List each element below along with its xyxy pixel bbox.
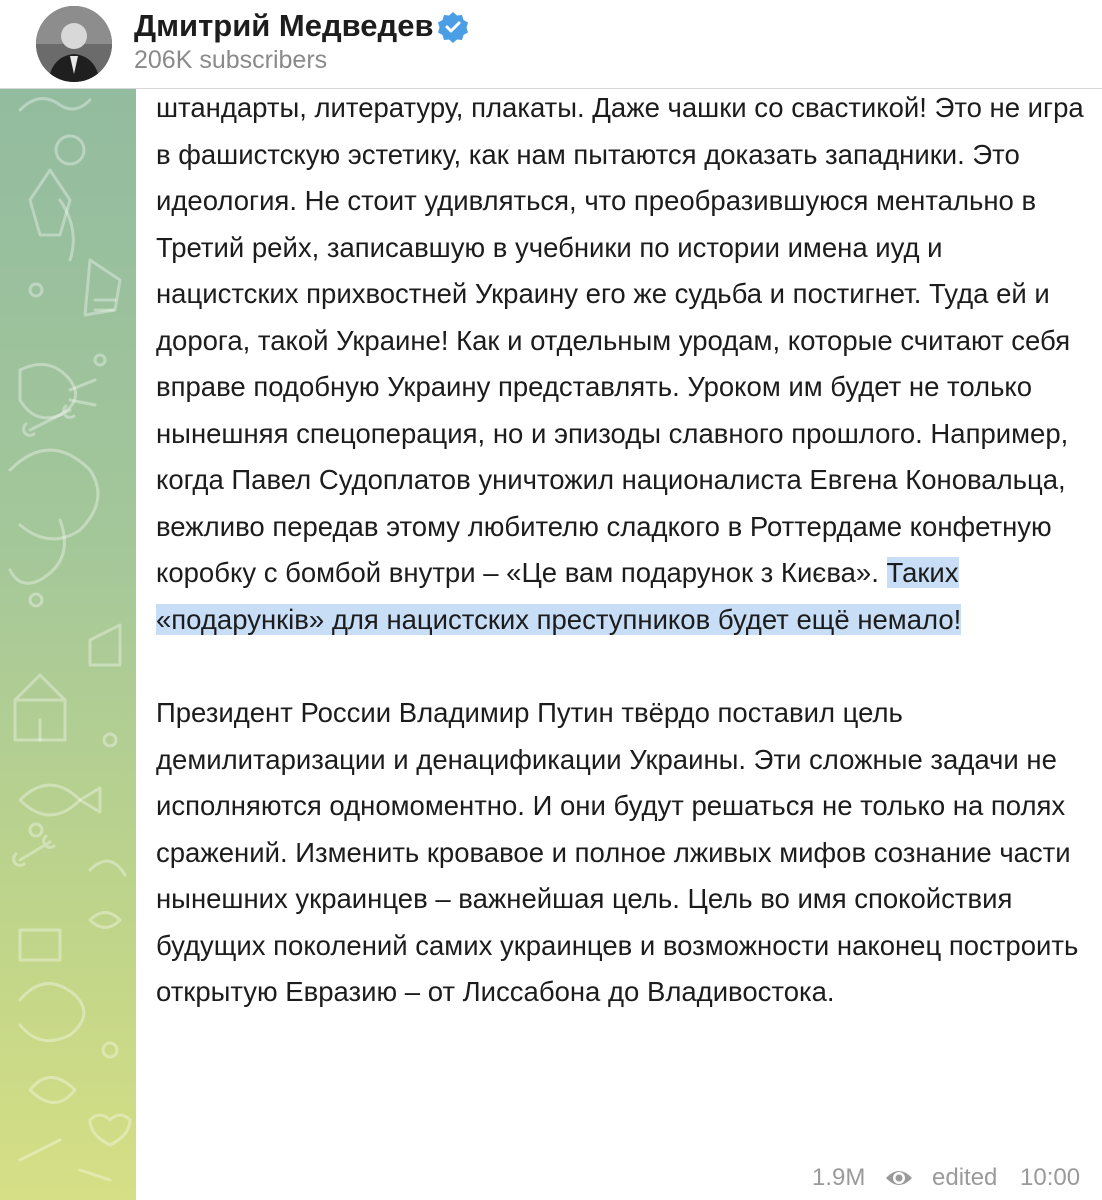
message-meta (808, 1164, 1088, 1194)
eye-icon (884, 1166, 914, 1190)
message-time: 10:00 (1020, 1164, 1081, 1191)
selected-text[interactable]: Таких «подарунків» для нацистских преступников будет ещё немало! (156, 557, 962, 635)
avatar-photo (36, 6, 112, 82)
subscriber-count: 206K subscribers (134, 46, 328, 74)
message-text[interactable] (156, 85, 1086, 1016)
verified-badge-icon (437, 11, 469, 43)
edited-label: edited (932, 1164, 998, 1191)
channel-header[interactable] (0, 0, 1102, 89)
view-count: 1.9M (812, 1164, 866, 1191)
message-paragraph-2: Президент России Владимир Путин твёрдо поставил цель демилитаризации и денацификации Украины. Эти сложные задачи не исполняются одномоментно. И они будут решаться не только на полях сражений. Изменить кровавое и полное лживых мифов сознание части нынешних украинцев – важнейшая цель. Цель во имя спокойствия будущих поколений самих украинцев и возможности наконец построить открытую Евразию – от Лиссабона до Владивостока. (156, 697, 1079, 1007)
channel-avatar[interactable] (36, 6, 112, 82)
paragraph-gap (156, 643, 1086, 690)
channel-title: Дмитрий Медведев (134, 8, 434, 43)
paragraph-1-text: штандарты, литературу, плакаты. Даже чашки со свастикой! Это не игра в фашистскую эстетику, как нам пытаются доказать западники. Это идеология. Не стоит удивляться, что преобразившуюся ментально в Третий рейх, записавшую в учебники по истории имена иуд и нацистских прихвостней Украину его же судьба и постигнет. Туда ей и дорога, такой Украине! Как и отдельным уродам, которые считают себя вправе подобную Украину представлять. Уроком им будет не только нынешняя спецоперация, но и эпизоды славного прошлого. Например, когда Павел Судоплатов уничтожил националиста Евгена Коновальца, вежливо передав этому любителю сладкого в Роттердаме конфетную коробку с бомбой внутри – «Це вам подарунок з Києва». (156, 92, 1084, 588)
message-paragraph-1 (156, 85, 1086, 643)
